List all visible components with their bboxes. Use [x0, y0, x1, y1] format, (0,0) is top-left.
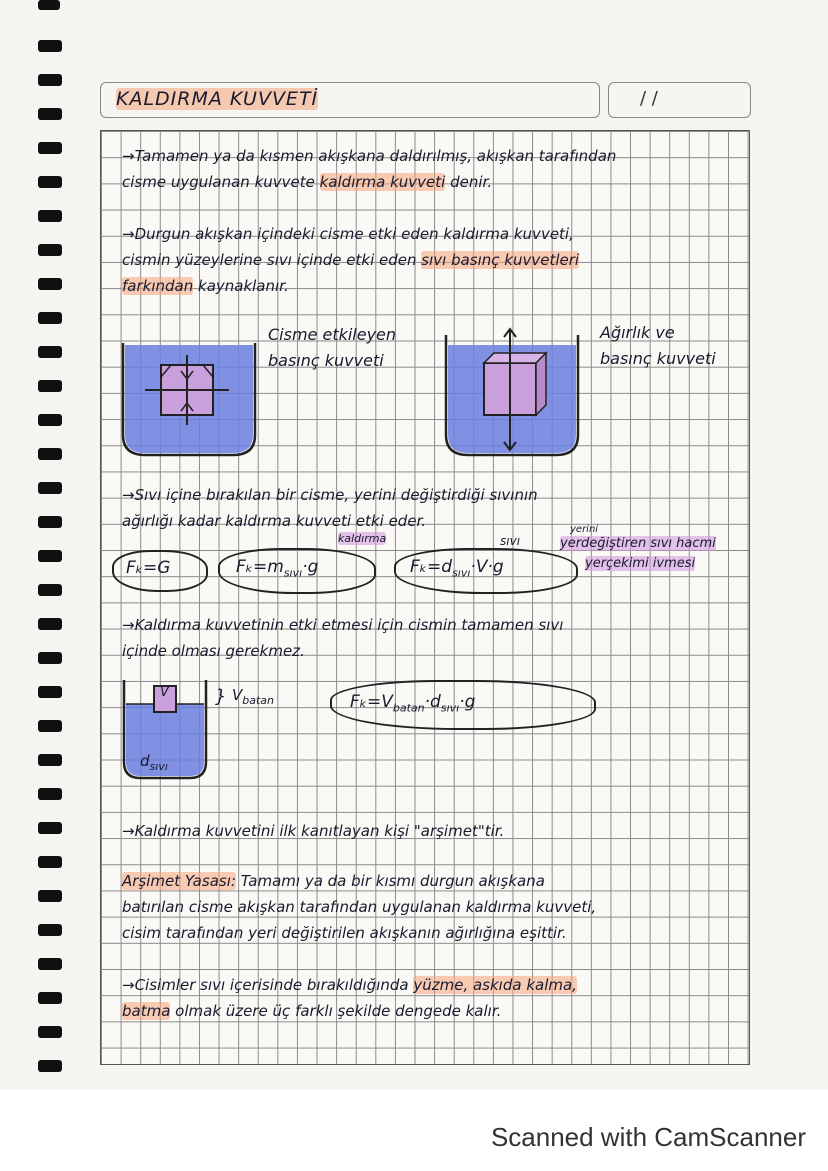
- p4-line2: içinde olması gerekmez.: [122, 642, 305, 660]
- p7-line1a: →Cisimler sıvı içerisinde bırakıldığında: [122, 976, 414, 994]
- beaker-diagram-left: [115, 315, 265, 465]
- formula-f3-tail: ·V·g: [470, 557, 504, 577]
- annot-sivi: sıvı: [500, 534, 521, 548]
- archimedes-law-label: Arşimet Yasası:: [122, 872, 236, 890]
- p7-highlight: yüzme, askıda kalma,: [413, 976, 577, 994]
- formula-f1: Fₖ=G: [126, 558, 171, 578]
- formula-f4-sub2: sıvı: [440, 701, 460, 715]
- annot-kaldirma-text: kaldırma: [338, 532, 387, 545]
- brace-icon: }: [215, 686, 227, 707]
- p1-line2: [122, 169, 492, 195]
- p1-line2c: denir.: [445, 173, 493, 191]
- left-caption-l2: basınç kuvveti: [268, 351, 384, 370]
- right-caption-l2: basınç kuvveti: [600, 349, 716, 368]
- p7-highlight2: batma: [122, 1002, 171, 1020]
- left-caption-l1: Cisme etkileyen: [268, 325, 397, 344]
- v-baten-main: V: [232, 686, 243, 704]
- p7-line2: [122, 998, 501, 1024]
- p1-highlight: kaldırma kuvveti: [319, 173, 446, 191]
- right-caption-l1: Ağırlık ve: [600, 323, 675, 342]
- spiral-binding: [0, 0, 70, 1090]
- p2-highlight: sıvı basınç kuvvetleri: [421, 251, 580, 269]
- formula-f2-sub: sıvı: [283, 566, 303, 580]
- v-baten-sub: batan: [242, 694, 275, 707]
- p3-line2: ağırlığı kadar kaldırma kuvveti etki eder.: [122, 512, 427, 530]
- p5-line: →Kaldırma kuvvetini ilk kanıtlayan kişi "arşimet"tir.: [122, 822, 505, 840]
- d-sub: sıvı: [149, 760, 168, 773]
- formula-f2-tail: ·g: [302, 557, 319, 577]
- p6-line2: batırılan cisme akışkan tarafından uygulanan kaldırma kuvveti,: [122, 898, 597, 916]
- p2-line2: [122, 247, 579, 273]
- page-title-text: KALDIRMA KUVVETİ: [116, 88, 319, 110]
- annot-yer: [560, 536, 716, 552]
- formula-f3-main: Fₖ=d: [410, 557, 453, 577]
- formula-f4-sub1: batan: [392, 701, 425, 715]
- formula-f4: [350, 692, 475, 714]
- v-label: V: [160, 685, 169, 700]
- annot-kaldirma: [338, 532, 386, 546]
- p6-line1: [122, 868, 545, 894]
- d-label: [140, 748, 168, 780]
- annot-yer-text: yerdeğiştiren sıvı hacmi: [560, 536, 716, 551]
- formula-f4-tail: ·g: [459, 692, 476, 712]
- p1-line2a: cisme uygulanan kuvvete: [122, 173, 320, 191]
- formula-f2: [236, 557, 318, 579]
- v-baten: [232, 682, 274, 714]
- p7-line1: [122, 972, 577, 998]
- p3-line1: →Sıvı içine bırakılan bir cisme, yerini değiştirdiği sıvının: [122, 486, 538, 504]
- formula-f3: [410, 557, 504, 579]
- formula-f4-main: Fₖ=V: [350, 692, 393, 712]
- annot-yer-top: yerini: [570, 524, 599, 535]
- p7-line2b: olmak üzere üç farklı şekilde dengede kalır.: [170, 1002, 502, 1020]
- date-box: [608, 82, 751, 118]
- p6-line3: cisim tarafından yeri değiştirilen akışkanın ağırlığına eşittir.: [122, 924, 567, 942]
- annot-gravity: [585, 556, 695, 572]
- page-title: [116, 88, 318, 110]
- p6-line1b: Tamamı ya da bir kısmı durgun akışkana: [235, 872, 545, 890]
- p2-highlight2: farkından: [122, 277, 194, 295]
- beaker-diagram-right: [438, 315, 588, 465]
- annot-gravity-text: yerçekimi ivmesi: [585, 556, 696, 571]
- p2-line3b: kaynaklanır.: [193, 277, 289, 295]
- date-text: / /: [640, 88, 658, 109]
- formula-f4-mid: ·d: [424, 692, 441, 712]
- camscanner-watermark: Scanned with CamScanner: [490, 1122, 806, 1152]
- d-main: d: [140, 752, 150, 770]
- formula-f2-main: Fₖ=m: [236, 557, 284, 577]
- p2-line3: [122, 273, 289, 299]
- p2-line2a: cismin yüzeylerine sıvı içinde etki eden: [122, 251, 422, 269]
- p2-line1: →Durgun akışkan içindeki cisme etki eden kaldırma kuvveti,: [122, 225, 574, 243]
- p4-line1: →Kaldırma kuvvetinin etki etmesi için cismin tamamen sıvı: [122, 616, 564, 634]
- formula-f3-sub: sıvı: [452, 566, 471, 580]
- p1-line1: →Tamamen ya da kısmen akışkana daldırılmış, akışkan tarafından: [122, 147, 617, 165]
